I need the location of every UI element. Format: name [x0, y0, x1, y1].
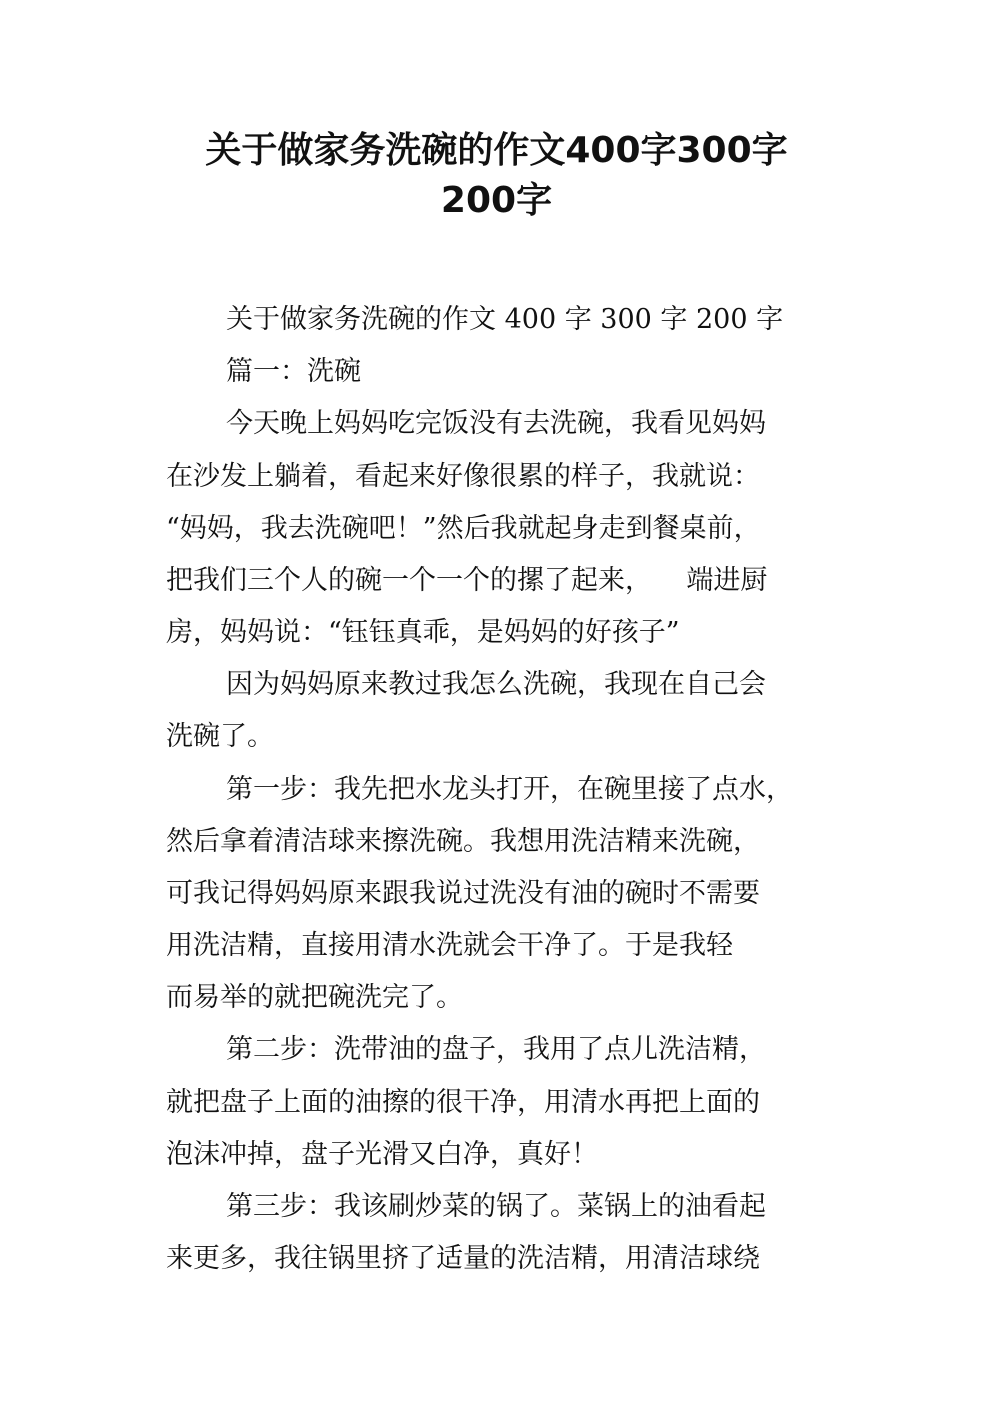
title-line-2: 200字: [440, 180, 553, 221]
text-line: 房，妈妈说：“钰钰真乖，是妈妈的好孩子”: [166, 617, 680, 648]
text-line: 然后拿着清洁球来擦洗碗。我想用洗洁精来洗碗，: [166, 826, 760, 857]
text-line: 泡沫冲掉，盘子光滑又白净，真好！: [166, 1139, 598, 1170]
text-line: 因为妈妈原来教过我怎么洗碗，我现在自己会: [226, 669, 766, 700]
document-title: [100, 126, 893, 226]
text-line: 而易举的就把碗洗完了。: [166, 982, 463, 1013]
text-line: 在沙发上躺着，看起来好像很累的样子，我就说：: [166, 461, 760, 492]
section-heading: 篇一：洗碗: [226, 356, 361, 387]
text-line: 就把盘子上面的油擦的很干净，用清水再把上面的: [166, 1087, 760, 1118]
text-line: 用洗洁精，直接用清水洗就会干净了。于是我轻: [166, 930, 733, 961]
text-line: 今天晚上妈妈吃完饭没有去洗碗，我看见妈妈: [226, 408, 766, 439]
text-line: 第二步：洗带油的盘子，我用了点儿洗洁精，: [226, 1034, 766, 1065]
text-line: “妈妈，我去洗碗吧！”然后我就起身走到餐桌前，: [166, 513, 761, 544]
text-line: 把我们三个人的碗一个一个的摞了起来， 端进厨: [166, 565, 768, 596]
text-line: 洗碗了。: [166, 721, 274, 752]
text-line: 关于做家务洗碗的作文 400 字 300 字 200 字: [226, 304, 784, 335]
title-line-1: 关于做家务洗碗的作文400字300字: [205, 130, 788, 171]
text-line: 第一步：我先把水龙头打开，在碗里接了点水，: [226, 774, 793, 805]
text-line: 可我记得妈妈原来跟我说过洗没有油的碗时不需要: [166, 878, 760, 909]
text-line: 来更多，我往锅里挤了适量的洗洁精，用清洁球绕: [166, 1243, 760, 1274]
text-line: 第三步：我该刷炒菜的锅了。菜锅上的油看起: [226, 1191, 766, 1222]
